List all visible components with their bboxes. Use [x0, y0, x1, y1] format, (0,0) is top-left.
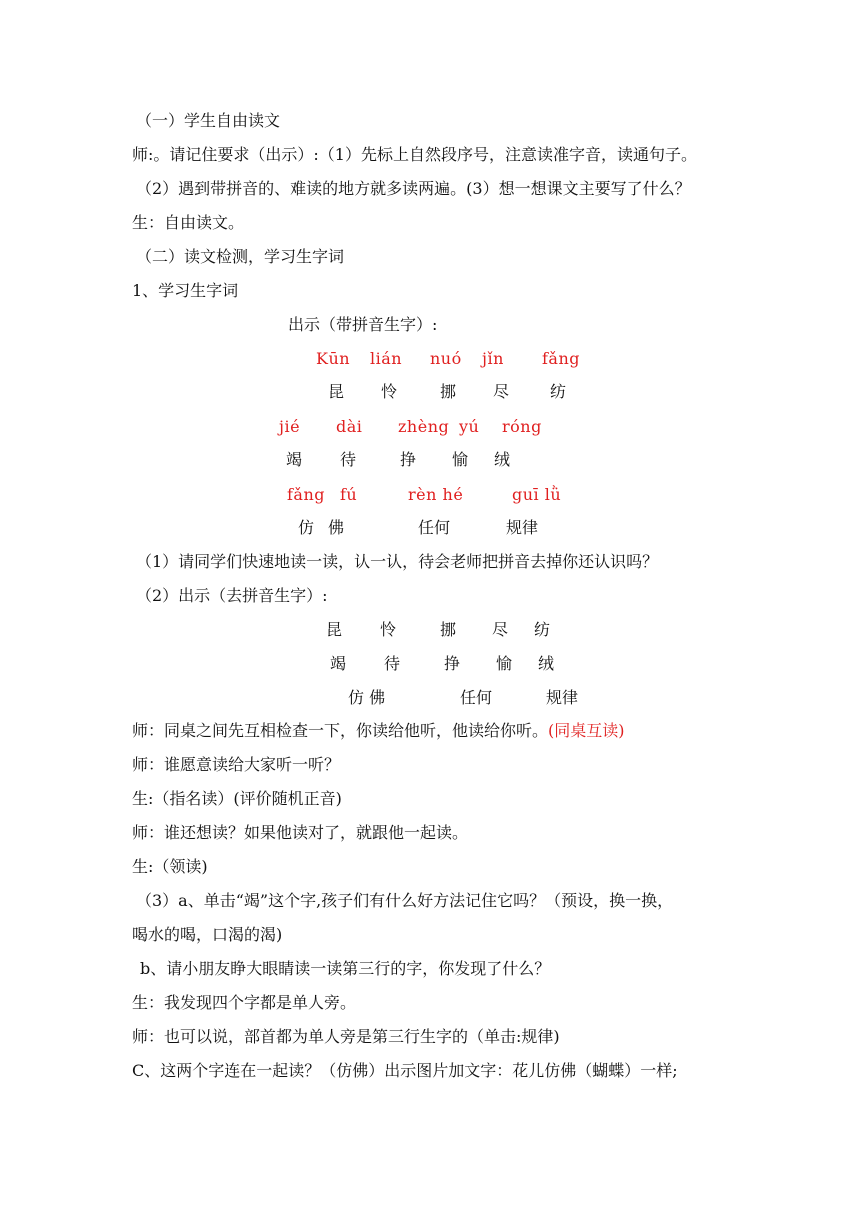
question-3c-line: C、这两个字连在一起读？（仿佛）出示图片加文字：花儿仿佛（蝴蝶）一样;: [132, 1061, 678, 1080]
pinyin-guilv: guī lǜ: [512, 485, 562, 504]
teacher-requirements-line: 师:。请记住要求（出示）:（1）先标上自然段序号，注意读准字音，读通句子。: [132, 145, 697, 164]
pinyin-kun: Kūn: [316, 349, 351, 368]
plain-char-rong: 绒: [538, 654, 555, 673]
show-pinyin-characters-label: 出示（带拼音生字）:: [288, 315, 438, 334]
char-nuo: 挪: [440, 382, 457, 401]
word-renhe: 任何: [418, 518, 451, 537]
teacher-read-along-line: 师：谁还想读？如果他读对了，就跟他一起读。: [132, 823, 469, 842]
pinyin-lian: lián: [370, 349, 403, 368]
plain-char-zheng: 挣: [444, 654, 461, 673]
pinyin-rong: róng: [502, 417, 542, 436]
char-jie: 竭: [286, 450, 303, 469]
question-3a-line: （3）a、单击“竭”这个字,孩子们有什么好方法记住它吗？（预设，换一换，: [136, 891, 674, 910]
char-kun: 昆: [328, 382, 345, 401]
plain-word-renhe: 任何: [460, 688, 493, 707]
char-fang: 纺: [550, 382, 567, 401]
peer-reading-note: (同桌互读): [548, 721, 625, 740]
teacher-radical-summary-line: 师：也可以说，部首都为单人旁是第三行生字的（单击:规律): [132, 1027, 560, 1046]
word-guilv: 规律: [506, 518, 539, 537]
char-fu: 佛: [328, 518, 345, 537]
char-fang-2: 仿: [298, 518, 315, 537]
char-jin: 尽: [493, 382, 510, 401]
pinyin-dai: dài: [336, 417, 363, 436]
char-zheng: 挣: [400, 450, 417, 469]
requirements-continued-line: （2）遇到带拼音的、难读的地方就多读两遍。(3）想一想课文主要写了什么？: [136, 179, 691, 198]
char-yu: 愉: [452, 450, 469, 469]
pinyin-renhe: rèn hé: [408, 485, 464, 504]
pinyin-fu: fú: [340, 485, 358, 504]
pinyin-fang-2: fǎng: [287, 485, 326, 504]
question-3a-continued-line: 喝水的喝，口渴的渴): [132, 925, 283, 944]
pinyin-yu: yú: [459, 417, 480, 436]
pinyin-jin: jǐn: [482, 349, 504, 368]
plain-char-jin: 尽: [492, 620, 509, 639]
plain-char-yu: 愉: [496, 654, 513, 673]
char-dai: 待: [340, 450, 357, 469]
plain-word-guilv: 规律: [546, 688, 579, 707]
plain-char-dai: 待: [384, 654, 401, 673]
heading-reading-check: （二）读文检测，学习生字词: [136, 247, 345, 266]
student-reads-line: 生：自由读文。: [132, 213, 245, 232]
char-lian: 怜: [381, 382, 398, 401]
pinyin-fang: fǎng: [542, 349, 581, 368]
heading-learn-characters: 1、学习生字词: [132, 281, 239, 300]
plain-char-fang: 纺: [534, 620, 551, 639]
char-rong: 绒: [494, 450, 511, 469]
student-radical-answer-line: 生：我发现四个字都是单人旁。: [132, 993, 357, 1012]
heading-free-reading: （一）学生自由读文: [136, 111, 281, 130]
plain-char-kun: 昆: [326, 620, 343, 639]
teacher-who-reads-line: 师：谁愿意读给大家听一听？: [132, 755, 341, 774]
question-2-line: （2）出示（去拼音生字）:: [136, 586, 328, 605]
teacher-peer-check-line: [132, 720, 625, 742]
question-1-line: （1）请同学们快速地读一读，认一认，待会老师把拼音去掉你还认识吗？: [136, 552, 659, 571]
pinyin-jie: jié: [279, 417, 301, 436]
student-named-reading-line: 生:（指名读）(评价随机正音): [132, 789, 342, 808]
peer-check-text: 师：同桌之间先互相检查一下，你读给他听，他读给你听。: [132, 721, 549, 740]
plain-word-fangfu: 仿 佛: [348, 688, 386, 707]
student-lead-reading-line: 生:（领读): [132, 857, 208, 876]
plain-char-lian: 怜: [380, 620, 397, 639]
plain-char-jie: 竭: [330, 654, 347, 673]
plain-char-nuo: 挪: [440, 620, 457, 639]
pinyin-nuo: nuó: [430, 349, 462, 368]
pinyin-zheng: zhèng: [398, 417, 450, 436]
question-3b-line: b、请小朋友睁大眼睛读一读第三行的字，你发现了什么？: [140, 959, 551, 978]
